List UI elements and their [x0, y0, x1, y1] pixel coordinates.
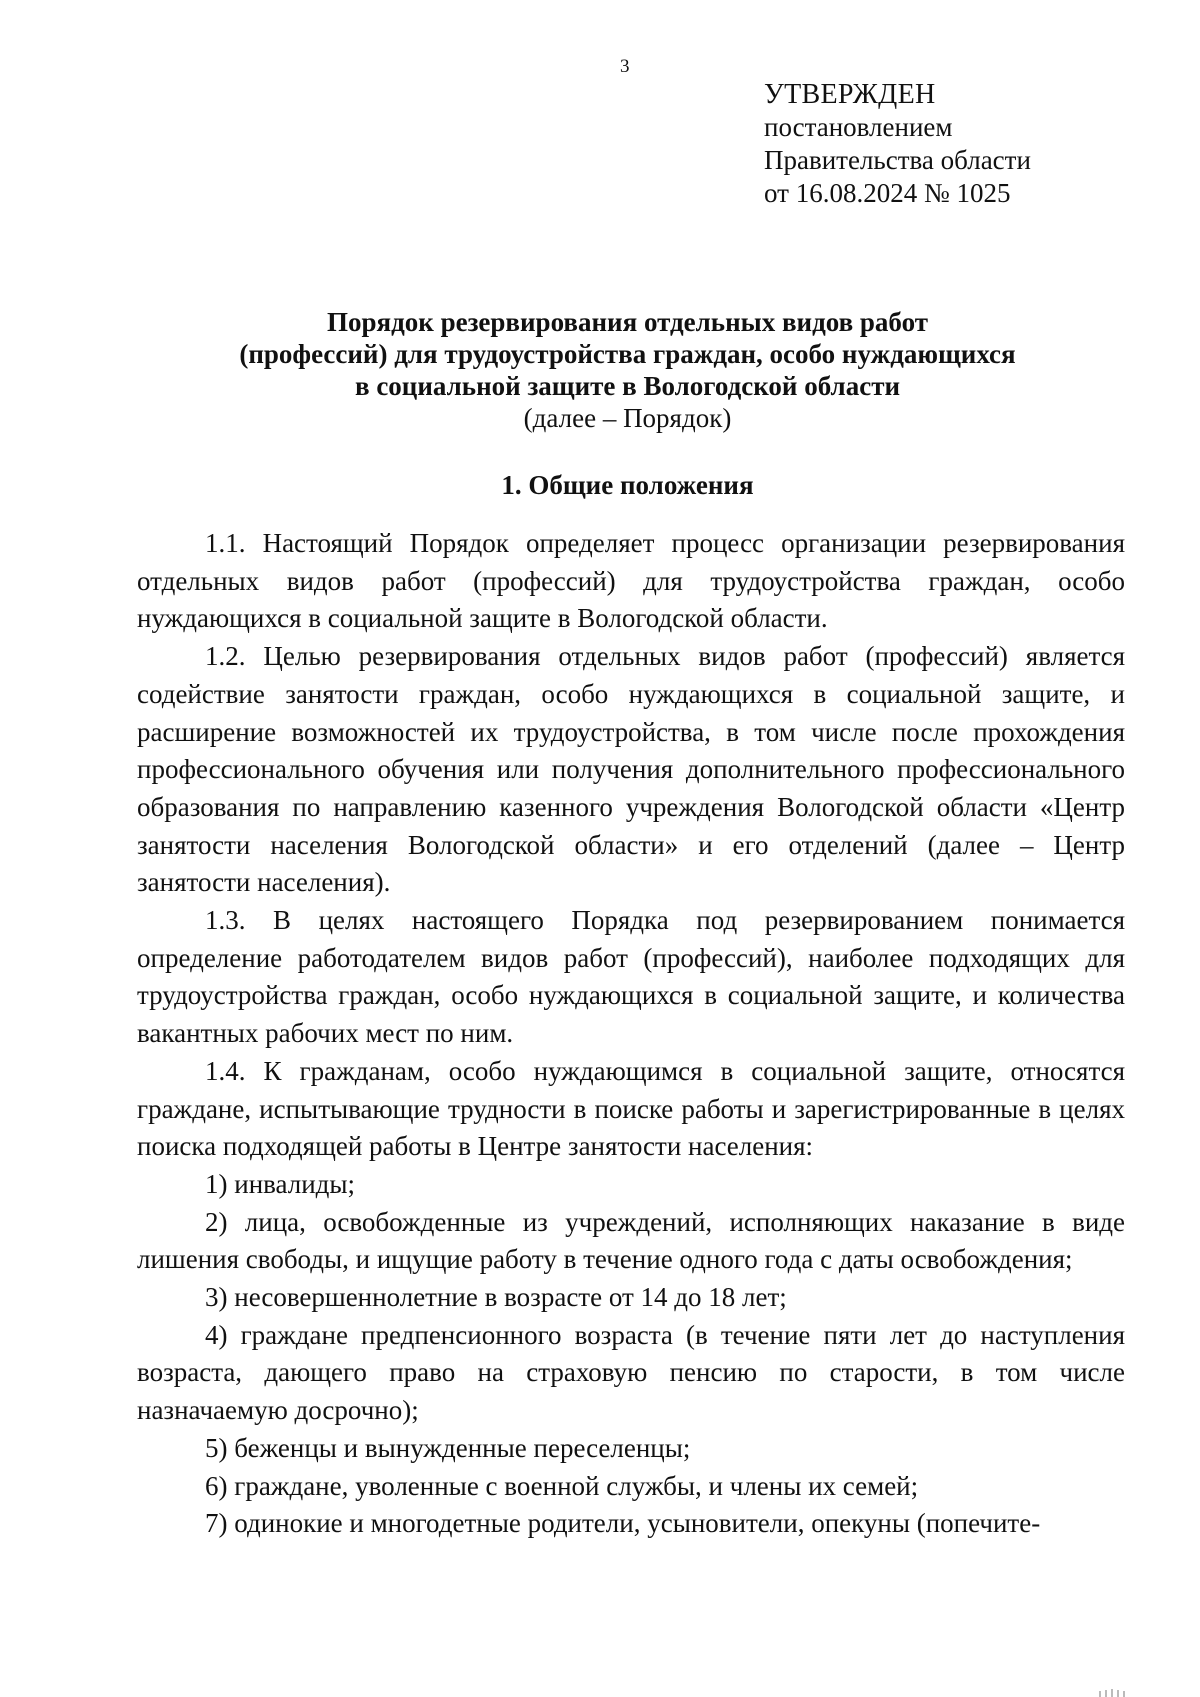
title-line: в социальной защите в Вологодской области — [354, 371, 901, 401]
list-item: 6) граждане, уволенные с военной службы, и члены их семей; — [205, 1470, 919, 1501]
approval-line: Правительства области — [764, 145, 1031, 175]
list-item: 1) инвалиды; — [205, 1168, 356, 1199]
paragraph: 1.3. В целях настоящего Порядка под резервированием понимается определение работодателем видов работ (профессий), наиболее подходящих для трудоустройства граждан, особо нуждающихся в социальной защите, и количества вакантных рабочих мест по ним. — [137, 905, 1125, 1049]
paragraph: 1.2. Целью резервирования отдельных видов работ (профессий) является содействие занятости граждан, особо нуждающихся в социальной защите, и расширение возможностей их трудоустройства, в том числе после прохождения профессионального обучения или получения дополнительного профессионального образования по направлению казенного учреждения Вологодской области «Центр занятости населения Вологодской области» и его отделений (далее – Центр занятости населения). — [137, 641, 1125, 898]
section-heading: 1. Общие положения — [501, 470, 754, 500]
list-item: 2) лица, освобожденные из учреждений, исполняющих наказание в виде лишения свободы, и ищущие работу в течение одного года с даты освобождения; — [137, 1206, 1125, 1275]
list-item: 4) граждане предпенсионного возраста (в течение пяти лет до наступления возраста, дающего право на страховую пенсию по старости, в том числе назначаемую досрочно); — [137, 1319, 1125, 1426]
paragraph: 1.4. К гражданам, особо нуждающимся в социальной защите, относятся граждане, испытывающие трудности в поиске работы и зарегистрированные в целях поиска подходящей работы в Центре занятости населения: — [137, 1055, 1125, 1162]
title-note: (далее – Порядок) — [523, 403, 732, 433]
approval-stamp — [764, 78, 1031, 210]
title-line: (профессий) для трудоустройства граждан, особо нуждающихся — [239, 339, 1016, 369]
list-item: 7) одинокие и многодетные родители, усыновители, опекуны (попечите- — [205, 1508, 1041, 1539]
list-item: 3) несовершеннолетние в возрасте от 14 до 18 лет; — [205, 1282, 787, 1313]
page-number: 3 — [620, 56, 630, 77]
approval-line: от 16.08.2024 № 1025 — [764, 178, 1011, 208]
document-title — [0, 306, 1200, 434]
scan-artifact — [1098, 1688, 1138, 1697]
list-item: 5) беженцы и вынужденные переселенцы; — [205, 1432, 691, 1463]
section-body — [137, 525, 1125, 1543]
paragraph: 1.1. Настоящий Порядок определяет процесс организации резервирования отдельных видов работ (профессий) для трудоустройства граждан, особо нуждающихся в социальной защите в Вологодской области. — [137, 528, 1125, 634]
approval-title: УТВЕРЖДЕН — [764, 79, 936, 110]
approval-line: постановлением — [764, 112, 953, 142]
title-line: Порядок резервирования отдельных видов работ — [326, 307, 928, 337]
